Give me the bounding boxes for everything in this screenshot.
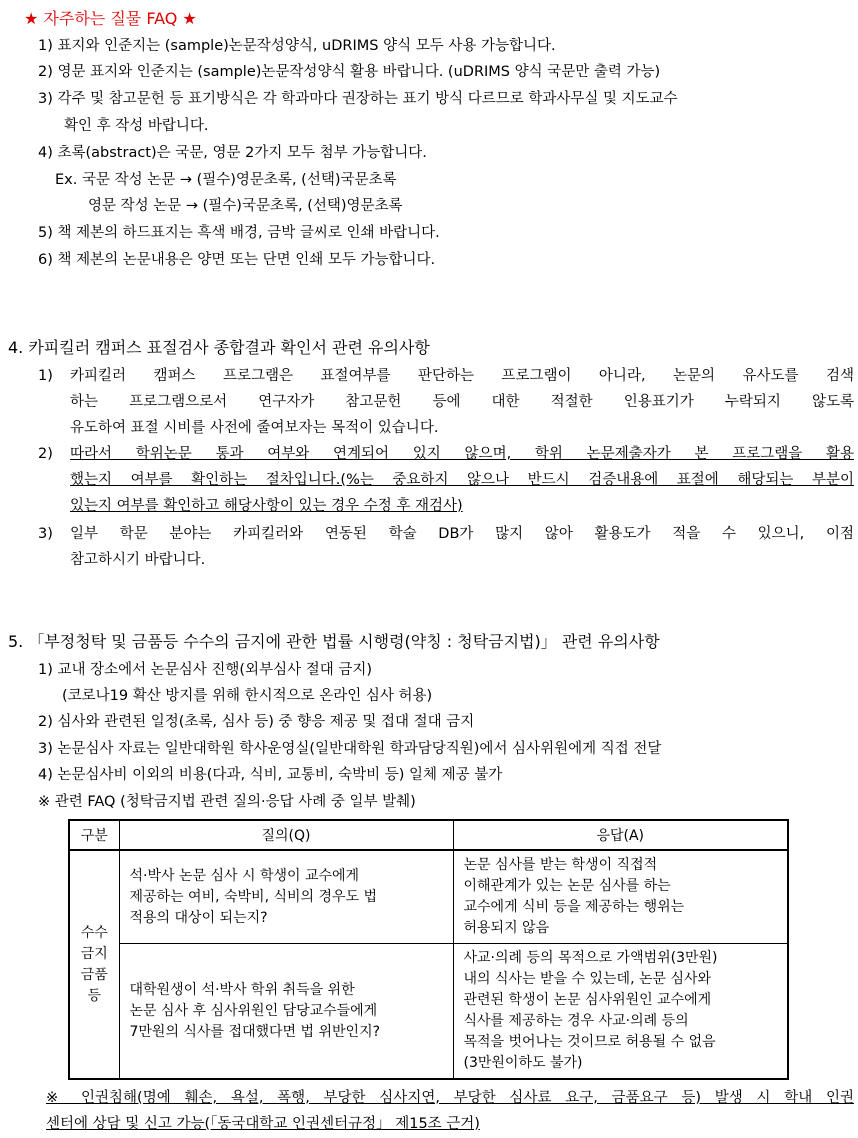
question-cell [119,944,453,1080]
answer-line: 사교·의례 등의 목적으로 가액범위(3만원) [463,950,718,966]
section4-item3-line2: 참고하시기 바랍니다. [70,552,206,568]
answer-cell [453,944,788,1080]
section4-item1-line2: 하는 프로그램으로서 연구자가 참고문헌 등에 대한 적절한 인용표기가 누락되지 않도록 [70,394,854,410]
section5-faq-note: ※ 관련 FAQ (청탁금지법 관련 질의·응답 사례 중 일부 발췌) [38,794,416,810]
faq-table-header-row [69,820,788,850]
human-rights-note-line1: ※ 인권침해(명예 훼손, 욕설, 폭행, 부당한 심사지연, 부당한 심사료 요구, 금품요구 등) 발생 시 학내 인권 [46,1090,854,1106]
section5-item-1: 1) 교내 장소에서 논문심사 진행(외부심사 절대 금지) [38,662,372,678]
category-line: 금품 [80,966,108,983]
question-line: 적용의 대상이 되는지? [129,909,268,926]
human-rights-note-line2: 센터에 상담 및 신고 가능(「동국대학교 인권센터규정」 제15조 근거) [46,1116,480,1132]
category-line: 수수 [80,924,108,941]
question-line: 석·박사 논문 심사 시 학생이 교수에게 [129,867,360,884]
answer-line: 내의 식사는 받을 수 있는데, 논문 심사와 [463,971,712,987]
answer-line: 논문 심사를 받는 학생이 직접적 [463,857,658,873]
section4-item3-line1: 일부 학문 분야는 카피킬러와 연동된 학술 DB가 많지 않아 활용도가 적을 수 있으니, 이점 [70,526,854,542]
question-line: 논문 심사 후 심사위원인 담당교수들에게 [129,1002,378,1019]
answer-line: 허용되지 않음 [463,920,550,936]
header-question: 질의(Q) [119,820,453,850]
section4-item2-line3: 있는지 여부를 확인하고 해당사항이 있는 경우 수정 후 재검사) [70,498,463,514]
faq-item-3-cont: 확인 후 작성 바랍니다. [64,118,209,134]
header-answer: 응답(A) [453,820,788,850]
faq-item-1: 1) 표지와 인준지는 (sample)논문작성양식, uDRIMS 양식 모두 사용 가능합니다. [38,38,556,54]
answer-line: 이해관계가 있는 논문 심사를 하는 [463,878,671,894]
table-row [69,944,788,1080]
faq-title: ★ 자주하는 질물 FAQ ★ [24,9,197,28]
section4-item3-number: 3) [38,526,53,542]
question-line: 대학원생이 석·박사 학위 취득을 위한 [129,981,355,998]
faq-table [68,819,789,1080]
section4-item2-number: 2) [38,446,53,462]
answer-line: 교수에게 식비 등을 제공하는 행위는 [463,899,685,915]
faq-item-6: 6) 책 제본의 논문내용은 양면 또는 단면 인쇄 모두 가능합니다. [38,252,436,268]
section5-item-4: 4) 논문심사비 이외의 비용(다과, 식비, 교통비, 숙박비 등) 일체 제공 불가 [38,767,503,783]
section4-item1-line3: 유도하여 표절 시비를 사전에 줄여보자는 목적이 있습니다. [70,420,439,436]
category-line: 금지 [80,945,108,962]
section4-item1-number: 1) [38,368,53,384]
faq-item-3: 3) 각주 및 참고문헌 등 표기방식은 각 학과마다 권장하는 표기 방식 다르므로 학과사무실 및 지도교수 [38,91,678,107]
question-line: 7만원의 식사를 접대했다면 법 위반인지? [129,1023,381,1040]
header-category: 구분 [69,820,119,850]
answer-line: 관련된 학생이 논문 심사위원인 교수에게 [463,992,712,1008]
section5-item-2: 2) 심사와 관련된 일정(초록, 심사 등) 중 향응 제공 및 접대 절대 금지 [38,714,475,730]
section5-title: 5. 「부정청탁 및 금품등 수수의 금지에 관한 법률 시행령(약칭 : 청탁금지법)」 관련 유의사항 [8,632,660,651]
question-cell [119,850,453,944]
question-line: 제공하는 여비, 숙박비, 식비의 경우도 법 [129,888,378,905]
category-line: 등 [87,987,102,1004]
faq-item-2: 2) 영문 표지와 인준지는 (sample)논문작성양식 활용 바랍니다. (uDRIMS 양식 국문만 출력 가능) [38,64,661,80]
faq-item-4: 4) 초록(abstract)은 국문, 영문 2가지 모두 첨부 가능합니다. [38,145,427,161]
faq-item-5: 5) 책 제본의 하드표지는 흑색 배경, 금박 글씨로 인쇄 바랍니다. [38,225,440,241]
table-row [69,850,788,944]
answer-line: (3만원이하도 불가) [463,1055,583,1071]
faq-item-4-ex1: Ex. 국문 작성 논문 → (필수)영문초록, (선택)국문초록 [55,172,397,188]
section5-item-3: 3) 논문심사 자료는 일반대학원 학사운영실(일반대학원 학과담당직원)에서 심사위원에게 직접 전달 [38,741,662,757]
answer-line: 식사를 제공하는 경우 사교·의례 등의 [463,1013,689,1029]
section4-item2-line2: 했는지 여부를 확인하는 절차입니다.(%는 중요하지 않으나 반드시 검증내용에 표절에 해당되는 부분이 [70,472,854,488]
section4-item1-line1: 카피킬러 캠퍼스 프로그램은 표절여부를 판단하는 프로그램이 아니라, 논문의 유사도를 검색 [70,368,854,384]
section4-item2-line1: 따라서 학위논문 통과 여부와 연계되어 있지 않으며, 학위 논문제출자가 본 프로그램을 활용 [70,446,854,462]
faq-item-4-ex2: 영문 작성 논문 → (필수)국문초록, (선택)영문초록 [88,198,403,214]
answer-line: 목적을 벗어나는 것이므로 허용될 수 없음 [463,1034,716,1050]
category-cell [69,850,119,1079]
section4-title: 4. 카피킬러 캠퍼스 표절검사 종합결과 확인서 관련 유의사항 [8,338,430,357]
answer-cell [453,850,788,944]
section5-item-1-note: (코로나19 확산 방지를 위해 한시적으로 온라인 심사 허용) [62,688,433,704]
